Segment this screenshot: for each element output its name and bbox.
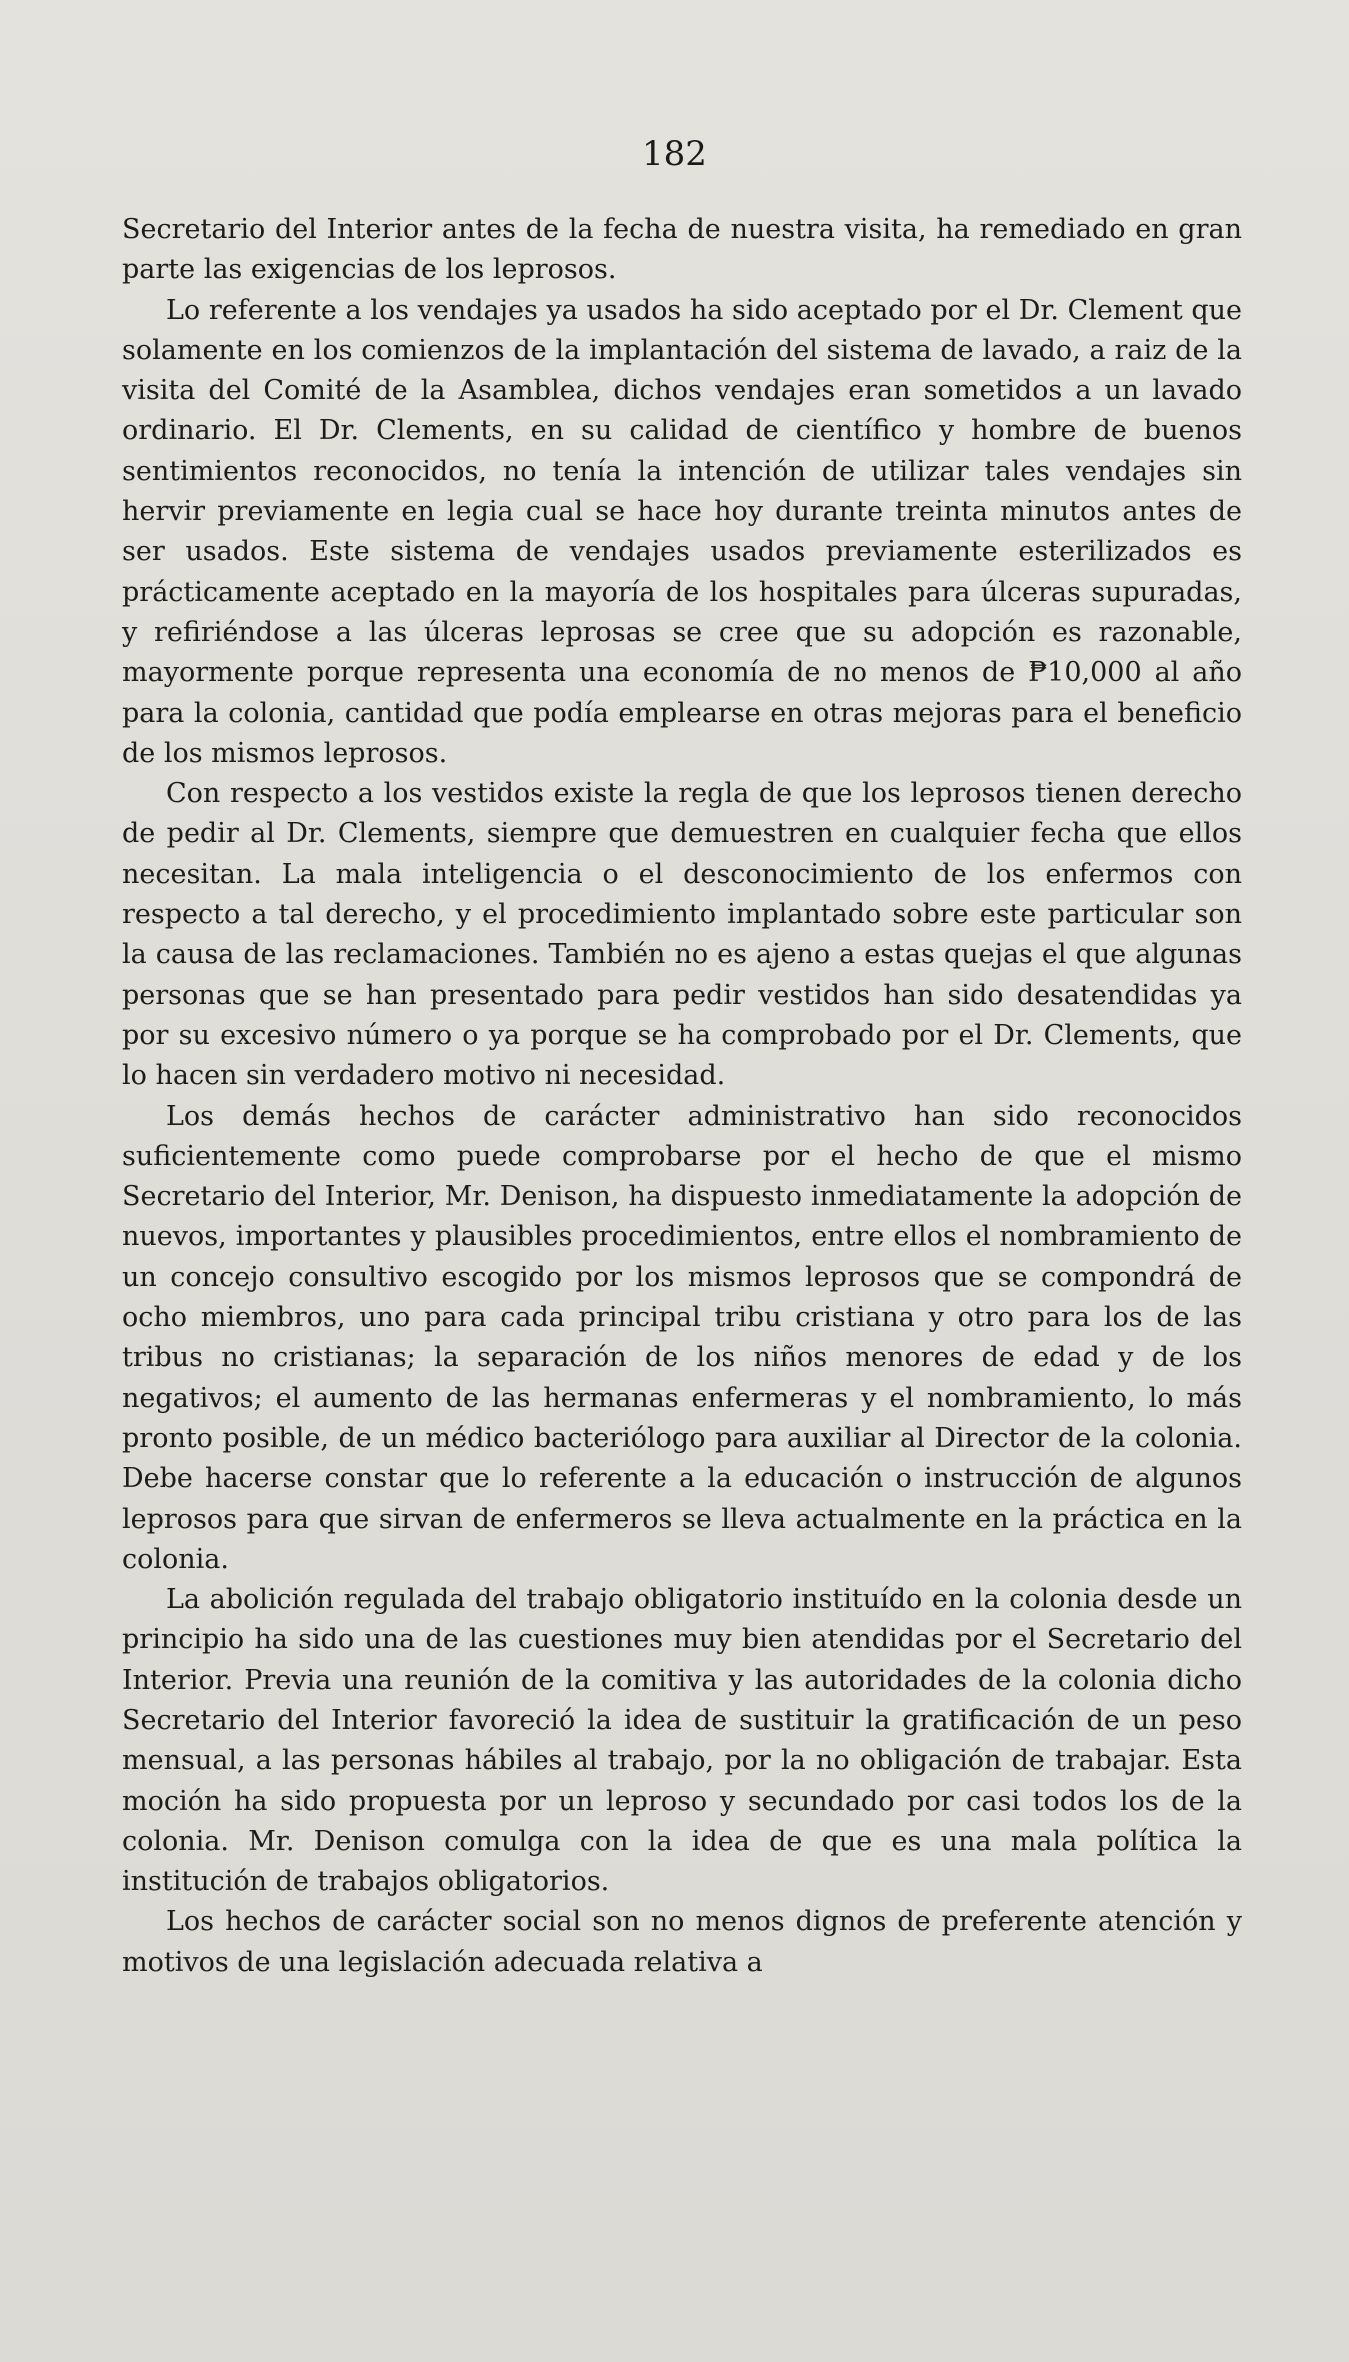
paragraph: Secretario del Interior antes de la fecha de nuestra visita, ha remediado en gran parte las exigencias de los leprosos. [122, 214, 1242, 286]
paragraph: Lo referente a los vendajes ya usados ha sido aceptado por el Dr. Clement que solamente en los comienzos de la implantación del sistema de lavado, a raiz de la visita del Comité de la Asamblea, dichos vendajes eran sometidos a un lavado ordinario. El Dr. Clements, en su calidad de científico y hombre de buenos sentimientos reconocidos, no tenía la intención de utilizar tales vendajes sin hervir previamente en legia cual se hace hoy durante treinta minutos antes de ser usados. Este sistema de vendajes usados previamente esterilizados es prácticamente aceptado en la mayoría de los hospitales para úlceras supuradas, y refiriéndose a las úlceras leprosas se cree que su adopción es razonable, mayormente porque representa una economía de no menos de ₱10,000 al año para la colonia, cantidad que podía emplearse en otras mejoras para el beneficio de los mismos leprosos. [122, 294, 1242, 769]
paragraph: Con respecto a los vestidos existe la regla de que los leprosos tienen derecho de pedir al Dr. Clements, siempre que demuestren en cualquier fecha que ellos necesitan. La mala inteligencia o el desconocimiento de los enfermos con respecto a tal derecho, y el procedimiento implantado sobre este particular son la causa de las reclamaciones. También no es ajeno a estas quejas el que algunas personas que se han presentado para pedir vestidos han sido desatendidas ya por su excesivo número o ya porque se ha comprobado por el Dr. Clements, que lo hacen sin verdadero motivo ni necesidad. [122, 778, 1242, 1092]
paragraph: Los demás hechos de carácter administrativo han sido reconocidos suficientemente como puede comprobarse por el hecho de que el mismo Secretario del Interior, Mr. Denison, ha dispuesto inmediatamente la adopción de nuevos, importantes y plausibles procedimientos, entre ellos el nombramiento de un concejo consultivo escogido por los mismos leprosos que se compondrá de ocho miembros, uno para cada principal tribu cristiana y otro para los de las tribus no cristianas; la separación de los niños menores de edad y de los negativos; el aumento de las hermanas enfermeras y el nombramiento, lo más pronto posible, de un médico bacteriólogo para auxiliar al Director de la colonia. Debe hacerse constar que lo referente a la educación o instrucción de algunos leprosos para que sirvan de enfermeros se lleva actualmente en la práctica en la colonia. [122, 1100, 1242, 1575]
paragraph: La abolición regulada del trabajo obligatorio instituído en la colonia desde un principio ha sido una de las cuestiones muy bien atendidas por el Secretario del Interior. Previa una reunión de la comitiva y las autoridades de la colonia dicho Secretario del Interior favoreció la idea de sustituir la gratificación de un peso mensual, a las personas hábiles al trabajo, por la no obligación de trabajar. Esta moción ha sido propuesta por un leproso y secundado por casi todos los de la colonia. Mr. Denison comulga con la idea de que es una mala política la institución de trabajos obligatorios. [122, 1584, 1242, 1898]
body-text [122, 210, 1242, 1983]
paragraph: Los hechos de carácter social son no menos dignos de preferente atención y motivos de una legislación adecuada relativa a [122, 1906, 1242, 1978]
page-number: 182 [642, 134, 707, 174]
